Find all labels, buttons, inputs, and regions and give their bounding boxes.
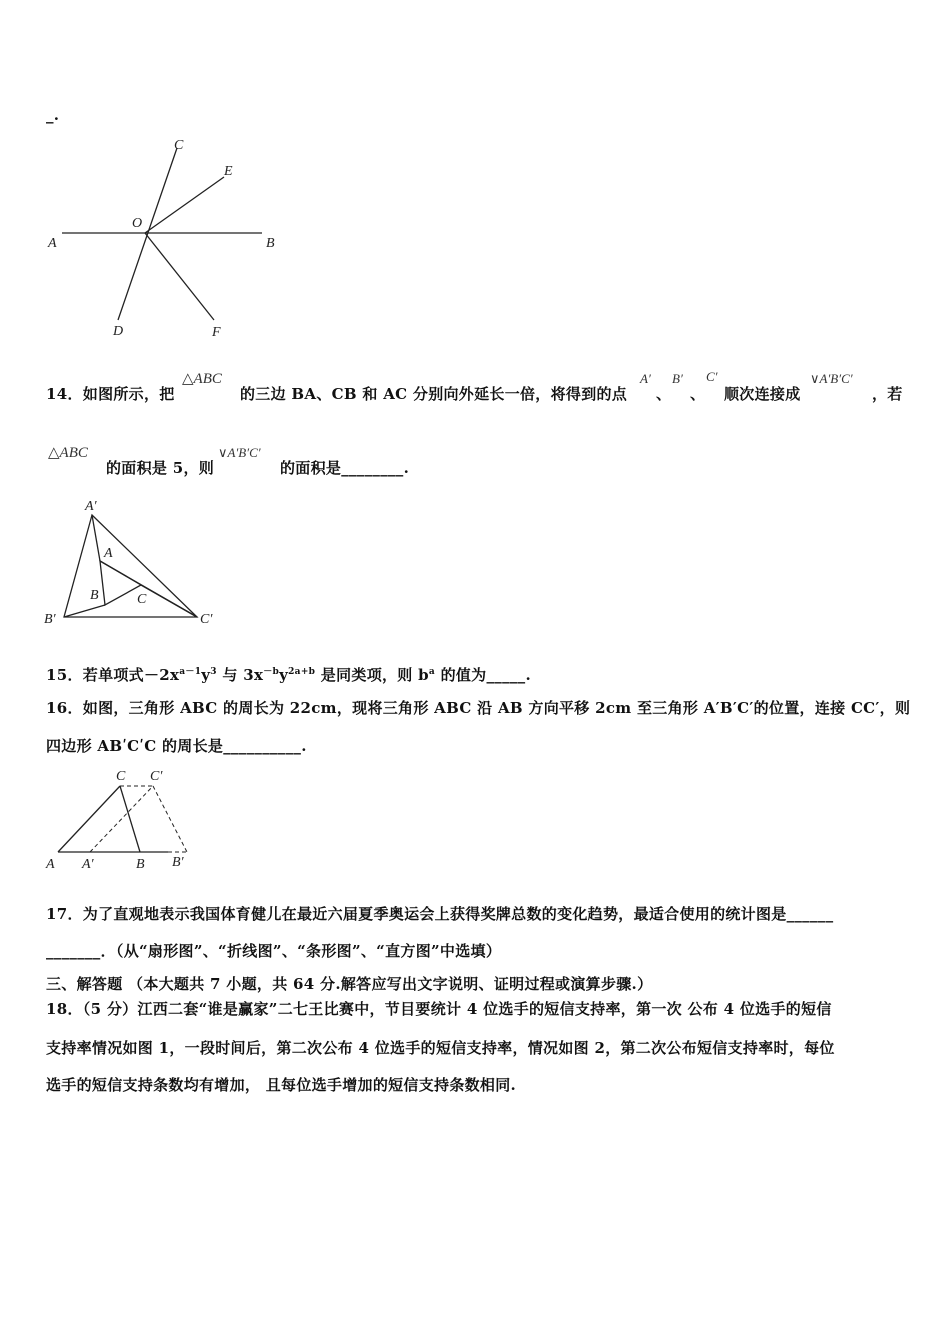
label-a-prime: A′ [82, 857, 94, 872]
label-a: A [48, 236, 57, 251]
q14-triangle-abc: △ABC [182, 371, 222, 387]
q14-line2-mid: 的面积是 5，则 [106, 459, 215, 477]
line-cd [118, 148, 177, 320]
label-f: F [212, 325, 221, 340]
q18-line1: 18．（5 分）江西二套“谁是赢家”二七王比赛中，节目要统计 4 位选手的短信支持率，第一次 公布 4 位选手的短信 [46, 1000, 832, 1018]
ray-of [145, 233, 214, 320]
q14-line2-end: 的面积是________. [280, 459, 410, 477]
label-c-prime: C′ [150, 769, 163, 784]
q17-line1: 17．为了直观地表示我国体育健儿在最近六届夏季奥运会上获得奖牌总数的变化趋势，最适合使用的统计图是______ [46, 905, 834, 923]
q14-sep1: 、 [656, 385, 672, 403]
label-b: B [90, 588, 99, 603]
label-d: D [113, 324, 124, 339]
label-c-prime: C′ [200, 612, 213, 627]
q15-text: 15．若单项式$-2x^{a-1}y^3$ 与 $3x^{-b}y^{2a+b}$ 是同类项，则 $b^a$ 的值为_____. [46, 666, 531, 684]
q14-triangle-prime: ∨A′B′C′ [810, 371, 853, 386]
triangle-abc [100, 561, 141, 605]
side-ac [58, 786, 120, 852]
label-c: C [116, 769, 126, 784]
label-b: B [266, 236, 275, 251]
q14-c-prime: C′ [706, 369, 718, 384]
q14-sep2: 、 [690, 385, 706, 403]
label-b-prime: B′ [44, 612, 56, 627]
triangle-a-b-c-prime [64, 515, 197, 617]
q18-line2: 支持率情况如图 1，一段时间后，第二次公布 4 位选手的短信支持率，情况如图 2，第二次公布短信支持率时，每位 [46, 1039, 835, 1057]
section-heading: 三、解答题 （本大题共 7 小题，共 64 分.解答应写出文字说明、证明过程或演算步骤.） [46, 975, 653, 993]
label-o: O [132, 216, 143, 231]
figure-translation [40, 762, 200, 872]
side-a-prime-c-prime [90, 786, 153, 852]
label-a-prime: A′ [85, 499, 97, 514]
label-c: C [174, 138, 184, 153]
ext-bb [64, 605, 105, 617]
q16-line1: 16．如图，三角形 ABC 的周长为 22cm，现将三角形 ABC 沿 AB 方向平移 2cm 至三角形 A′B′C′的位置，连接 CC′，则 [46, 699, 911, 717]
side-cb [120, 786, 140, 852]
q14-b-prime: B′ [672, 371, 683, 386]
q14-a-prime: A′ [640, 371, 651, 386]
label-a: A [46, 857, 55, 872]
q14-line2-triangle: △ABC [48, 445, 88, 461]
q17-line2: _______．（从“扇形图”、“折线图”、“条形图”、“直方图”中选填） [46, 942, 502, 960]
label-e: E [224, 164, 233, 179]
q16-line2: 四边形 ABʹCʹC 的周长是__________. [46, 737, 307, 755]
q14-mid2: 顺次连接成 [724, 385, 801, 403]
q14-end: ，若 [872, 385, 903, 403]
label-b-prime: B′ [172, 855, 184, 870]
q14-mid: 的三边 BA、CB 和 AC 分别向外延长一倍，将得到的点 [240, 385, 628, 403]
q14-line2-triangle-prime: ∨A′B′C′ [218, 445, 261, 460]
label-c: C [137, 592, 147, 607]
label-b: B [136, 857, 145, 872]
figure-angles [40, 130, 300, 345]
side-c-prime-b-prime [153, 786, 187, 852]
top-fragment: _. [46, 106, 60, 124]
label-a: A [104, 546, 113, 561]
q14-prefix: 14．如图所示，把 [46, 385, 175, 403]
q18-line3: 选手的短信支持条数均有增加， 且每位选手增加的短信支持条数相同. [46, 1076, 517, 1094]
figure-triangles [40, 495, 230, 630]
